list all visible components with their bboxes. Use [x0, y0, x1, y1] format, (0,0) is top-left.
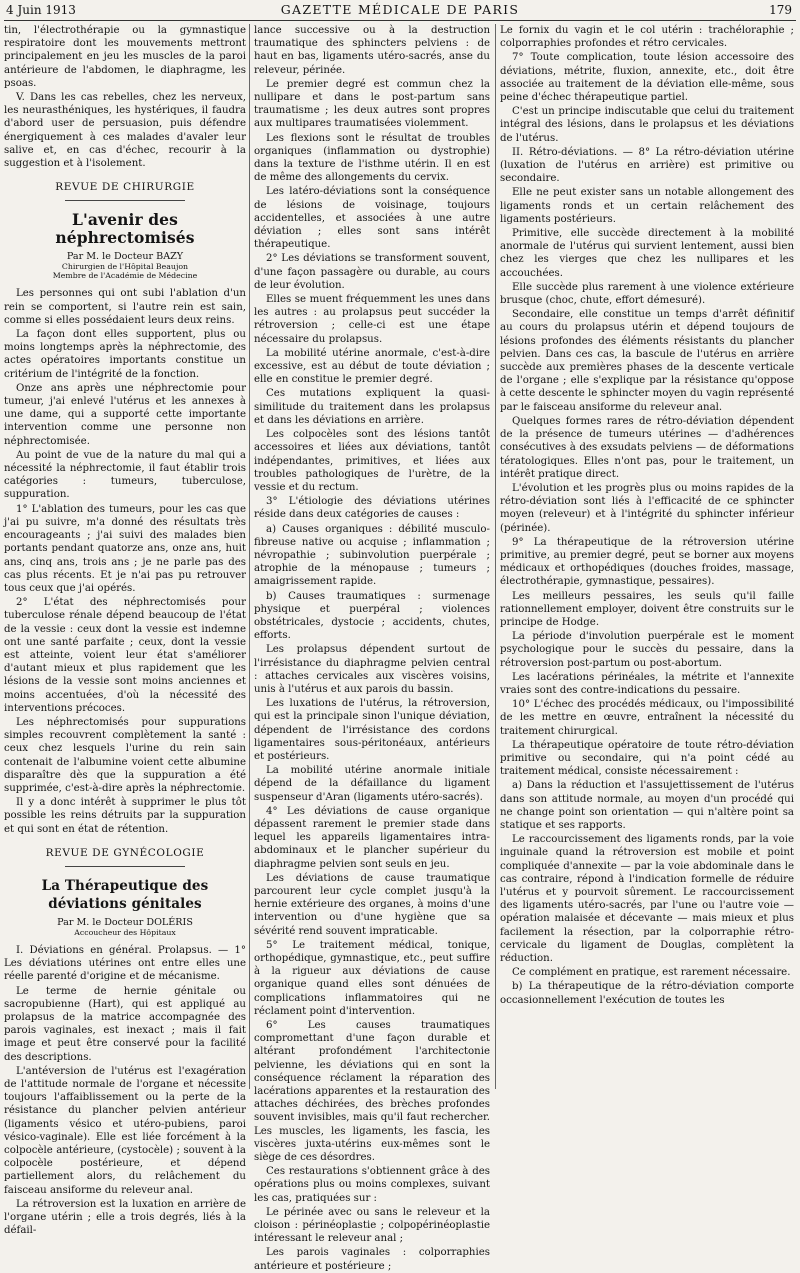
paragraph: Les parois vaginales : colporraphies antérieure et postérieure ; — [254, 1247, 490, 1272]
page-header — [0, 0, 800, 20]
paragraph: 3° L'étiologie des déviations utérines réside dans deux catégories de causes : — [254, 496, 490, 521]
paragraph: Les meilleurs pessaires, les seuls qu'il faille rationnellement employer, doivent être construits sur le principe de Hodge. — [500, 590, 794, 628]
column-divider — [249, 24, 250, 1089]
paragraph: La période d'involution puerpérale est le moment psychologique pour le succès du pessaire, dans la rétroversion post-partum ou post-abortum. — [500, 631, 794, 669]
paragraph: Les prolapsus dépendent surtout de l'irrésistance du diaphragme pelvien central : attaches cervicales aux viscères voisins, unis à l'utérus et aux parois du bassin. — [254, 644, 490, 695]
header-page-number: 179 — [769, 3, 792, 17]
paragraph: L'antéversion de l'utérus est l'exagération de l'attitude normale de l'organe et nécessite toujours l'affaiblissement ou la perte de la résistance du plancher pelvien antérieur (ligaments vésico et utéro-pubiens, paroi vésico-vaginale). Elle est liée forcément à la colpocèle antérieure, (cystocèle) ; souvent à la colpocèle postérieure, et dépend partiellement alors, du relâchement du faisceau ansiforme du releveur anal. — [4, 1065, 246, 1196]
paragraph: Ces mutations expliquent la quasi-similitude du traitement dans les prolapsus et dans les déviations en arrière. — [254, 388, 490, 426]
paragraph: 7° Toute complication, toute lésion accessoire des déviations, métrite, fluxion, annexite, etc., doit être associée au traitement de la déviation elle-même, sous peine d'échec thérapeutique partiel. — [500, 52, 794, 104]
column-2 — [254, 24, 490, 1272]
paragraph: I. Déviations en général. Prolapsus. — 1° Les déviations utérines ont entre elles une réelle parenté d'origine et de mécanisme. — [4, 944, 246, 983]
article-title: L'avenir des néphrectomisés — [55, 210, 195, 248]
paragraph: 9° La thérapeutique de la rétroversion utérine primitive, au premier degré, peut se borner aux moyens médicaux et orthopédiques (douches froides, massage, électrothérapie, gymnastique, pessaires). — [500, 536, 794, 588]
paragraph: Le périnée avec ou sans le releveur et la cloison : périnéoplastie ; colpopérinéoplastie intéressant le releveur anal ; — [254, 1206, 490, 1245]
paragraph: II. Rétro-déviations. — 8° La rétro-déviation utérine (luxation de l'utérus en arrière) est primitive ou secondaire. — [500, 146, 794, 185]
paragraph: Quelques formes rares de rétro-déviation dépendent de la présence de tumeurs utérines — d'adhérences consécutives à des exsudats pelviens — de déformations tératologiques. Elles n'ont pas, pour le traitement, un intérêt pratique direct. — [500, 415, 794, 480]
article-byline: Par M. le Docteur BAZY — [66, 251, 184, 263]
paragraph: La mobilité utérine anormale, c'est-à-dire excessive, est au début de toute déviation ; elle en constitue le premier degré. — [254, 347, 490, 386]
paragraph: La thérapeutique opératoire de toute rétro-déviation primitive ou secondaire, qui n'a point cédé au traitement médical, consiste nécessairement : — [500, 739, 794, 778]
paragraph: Elle ne peut exister sans un notable allongement des ligaments ronds et un certain relâchement des ligaments postérieurs. — [500, 187, 794, 225]
paragraph: Les néphrectomisés pour suppurations simples recouvrent complètement la santé : ceux chez lesquels l'urine du rein sain contenait de l'albumine voient cette albumine disparaître dès que la suppuration a été supprimée, c'est-à-dire après la néphrectomie. — [4, 716, 246, 794]
paragraph: 2° L'état des néphrectomisés pour tuberculose rénale dépend beaucoup de l'état de la vessie : ceux dont la vessie est indemne ont une santé parfaite ; ceux, dont la vessie est atteinte, voient leur état s'améliorer d'autant mieux et plus rapidement que les lésions de la vessie sont moins anciennes et moins accentuées, d'où la nécessité des interventions précoces. — [4, 597, 246, 714]
article-byline: Par M. le Docteur DOLÉRIS — [57, 916, 193, 928]
paragraph: La rétroversion est la luxation en arrière de l'organe utérin ; elle a trois degrés, liés à la défail- — [4, 1198, 246, 1237]
paragraph: Les latéro-déviations sont la conséquence de lésions de voisinage, toujours accidentelles, et associées à une autre déviation ; elles sont sans intérêt thérapeutique. — [254, 186, 490, 251]
header-title: GAZETTE MÉDICALE DE PARIS — [280, 2, 520, 17]
paragraph: Ces restaurations s'obtiennent grâce à des opérations plus ou moins complexes, suivant les cas, pratiquées sur : — [254, 1166, 490, 1204]
paragraph: a) Dans la réduction et l'assujettissement de l'utérus dans son attitude normale, au moyen d'un procédé qui ne change point son orientation — qui n'altère point sa statique et ses rapports. — [500, 780, 794, 831]
header-rule — [4, 20, 796, 21]
paragraph: Les lacérations périnéales, la métrite et l'annexite vraies sont des contre-indications du pessaire. — [500, 671, 794, 696]
paragraph: Le terme de hernie génitale ou sacropubienne (Hart), qui est appliqué au prolapsus de la matrice accompagnée des parois vaginales, est inexact ; mais il fait image et peut être conservé pour la facilité des descriptions. — [4, 985, 246, 1063]
affiliation-line: Chirurgien de l'Hôpital Beaujon — [61, 262, 189, 272]
paragraph: 4° Les déviations de cause organique dépassent rarement le premier stade dans lequel les appareils ligamentaires intra-abdominaux et le plancher supérieur du diaphragme pelvien sont seuls en jeu. — [254, 805, 490, 870]
paragraph: Le raccourcissement des ligaments ronds, par la voie inguinale quand la rétroversion est mobile et point compliquée d'annexite — par la voie abdominale dans le cas contraire, répond à l'indication formelle de réduire l'utérus et y pourvoit sûrement. Le raccourcissement des ligaments utéro-sacrés, par l'une ou l'autre voie — opération malaisée et décevante — mais mieux et plus facilement la résection, par la colporraphie rétro-cervicale du ligament de Douglas, complètent la réduction. — [500, 834, 794, 965]
paragraph: Ce complément en pratique, est rarement nécessaire. — [512, 967, 791, 979]
paragraph: La mobilité utérine anormale initiale dépend de la défaillance du ligament suspenseur d'Aran (ligaments utéro-sacrés). — [254, 765, 490, 803]
paragraph: 1° L'ablation des tumeurs, pour les cas que j'ai pu suivre, m'a donné des résultats très encourageants ; j'ai suivi des malades bien portants pendant quatorze ans, onze ans, huit ans, cinq ans, trois ans ; je ne parle pas des cas plus récents. Et je n'ai pas pu retrouver tous ceux que j'ai opérés. — [4, 503, 246, 594]
article-title: La Thérapeutique des déviations génitales — [41, 877, 209, 912]
paragraph: Elle succède plus rarement à une violence extérieure brusque (choc, chute, effort démesuré). — [500, 281, 794, 307]
paragraph: 2° Les déviations se transforment souvent, d'une façon passagère ou durable, au cours de leur évolution. — [254, 253, 490, 291]
paragraph: Le premier degré est commun chez la nullipare et dans le post-partum sans traumatisme ; les deux autres sont propres aux multipares traumatisées violemment. — [254, 78, 490, 130]
section-rule — [65, 200, 185, 201]
paragraph: Les luxations de l'utérus, la rétroversion, qui est la principale sinon l'unique déviation, dépendent de l'irrésistance des cordons ligamentaires sous-péritonéaux, antérieurs et postérieurs. — [254, 698, 490, 762]
column-divider — [495, 24, 496, 1089]
paragraph: Il y a donc intérêt à supprimer le plus tôt possible les reins détruits par la suppuration et qui sont en état de rétention. — [4, 797, 246, 835]
paragraph: b) La thérapeutique de la rétro-déviation comporte occasionnellement l'exécution de toutes les — [500, 981, 794, 1006]
paragraph: Les flexions sont le résultat de troubles organiques (inflammation ou dystrophie) dans la texture de l'isthme utérin. Il en est de même des allongements du cervix. — [254, 132, 490, 184]
article-affiliation: Accoucheur des Hôpitaux — [74, 927, 176, 937]
paragraph: b) Causes traumatiques : surmenage physique et puerpéral ; violences obstétricales, dystocie ; accidents, chutes, efforts. — [254, 590, 490, 642]
paragraph: Les colpocèles sont des lésions tantôt accessoires et liées aux déviations, tantôt indépendantes, primitives, et liées aux troubles pathologiques de l'urètre, de la vessie et du rectum. — [254, 429, 490, 493]
paragraph: Au point de vue de la nature du mal qui a nécessité la néphrectomie, il faut établir trois catégories : tumeurs, tuberculose, suppuration. — [4, 449, 246, 501]
section-heading-gynecologie: REVUE DE GYNÉCOLOGIE — [45, 846, 205, 859]
paragraph: Les déviations de cause traumatique parcourent leur cycle complet jusqu'à la hernie extérieure des organes, à moins d'une intervention ou d'une hygiène que sa sévérité rend souvent impraticable. — [254, 872, 490, 937]
paragraph: Elles se muent fréquemment les unes dans les autres : au prolapsus peut succéder la rétroversion ; celle-ci est une étape nécessaire du prolapsus. — [254, 294, 490, 345]
paragraph: C'est un principe indiscutable que celui du traitement intégral des lésions, dans le prolapsus et les déviations de l'utérus. — [500, 106, 794, 144]
paragraph: a) Causes organiques : débilité musculo-fibreuse native ou acquise ; inflammation ; névropathie ; subinvolution puerpérale ; atrophie de la ménopause ; tumeurs ; amaigrissement rapide. — [254, 523, 490, 588]
paragraph: V. Dans les cas rebelles, chez les nerveux, les neurasthéniques, les hystériques, il faudra d'abord user de persuasion, puis défendre énergiquement à ces malades d'avaler leur salive et, en cas d'échec, recourir à la suggestion et à l'isolement. — [4, 92, 246, 170]
paragraph: Les personnes qui ont subi l'ablation d'un rein se comportent, si l'autre rein est sain, comme si elles possédaient leurs deux reins. — [4, 288, 246, 326]
paragraph: 10° L'échec des procédés médicaux, ou l'impossibilité de les mettre en œuvre, entraînent la nécessité du traitement chirurgical. — [500, 699, 794, 737]
paragraph: L'évolution et les progrès plus ou moins rapides de la rétro-déviation sont liés à l'efficacité de ce sphincter moyen (releveur) et à l'intégrité du sphincter inférieur (périnée). — [500, 482, 794, 534]
paragraph: Secondaire, elle constitue un temps d'arrêt définitif au cours du prolapsus utérin et dépend toujours de lésions profondes des éléments résistants du plancher pelvien. Dans ces cas, la bascule de l'utérus en arrière succède aux premières phases de la descente verticale de l'organe ; elle s'explique par la résistance qu'oppose à cette descente le sphincter moyen du vagin représenté par le faisceau ansiforme du releveur anal. — [500, 309, 794, 413]
column-3 — [500, 24, 794, 1088]
article-affiliation — [4, 262, 246, 280]
header-date: 4 Juin 1913 — [6, 3, 76, 17]
paragraph: 6° Les causes traumatiques compromettant d'une façon durable et altérant profondément l'architectonie pelvienne, les déviations qui en sont la conséquence réclament la réparation des lacérations apparentes et la restauration des attaches déchirées, des brèches profondes souvent invisibles, mais qu'il faut rechercher. Les muscles, les ligaments, les fascia, les viscères juxta-utérins eux-mêmes sont le siège de ces désordres. — [254, 1020, 490, 1164]
paragraph: 5° Le traitement médical, tonique, orthopédique, gymnastique, etc., peut suffire à la rigueur aux déviations de cause organique quand elles sont dénuées de complications inflammatoires qui ne réclament point d'intervention. — [254, 939, 490, 1017]
paragraph: Le fornix du vagin et le col utérin : trachéloraphie ; colporraphies profondes et rétro cervicales. — [500, 25, 794, 50]
column-1 — [4, 24, 246, 1237]
section-rule — [65, 866, 185, 867]
paragraph: La façon dont elles supportent, plus ou moins longtemps après la néphrectomie, des actes opératoires importants constitue un critérium de l'intégrité de la fonction. — [4, 329, 246, 380]
section-heading-chirurgie: REVUE DE CHIRURGIE — [55, 181, 195, 194]
affiliation-line: Membre de l'Académie de Médecine — [52, 271, 198, 281]
paragraph: Primitive, elle succède directement à la mobilité anormale de l'utérus qui survient lentement, aussi bien chez les vierges que chez les nullipares et les accouchées. — [500, 228, 794, 279]
paragraph: tin, l'électrothérapie ou la gymnastique respiratoire dont les mouvements mettront principalement en jeu les muscles de la paroi antérieure de l'abdomen, le diaphragme, les psoas. — [4, 25, 246, 89]
paragraph: Onze ans après une néphrectomie pour tumeur, j'ai enlevé l'utérus et les annexes à une dame, qui a supporté cette importante intervention comme une personne non néphrectomisée. — [4, 382, 246, 447]
paragraph: lance successive ou à la destruction traumatique des sphincters pelviens : de haut en bas, ligaments utéro-sacrés, anse du releveur, périnée. — [254, 25, 490, 76]
